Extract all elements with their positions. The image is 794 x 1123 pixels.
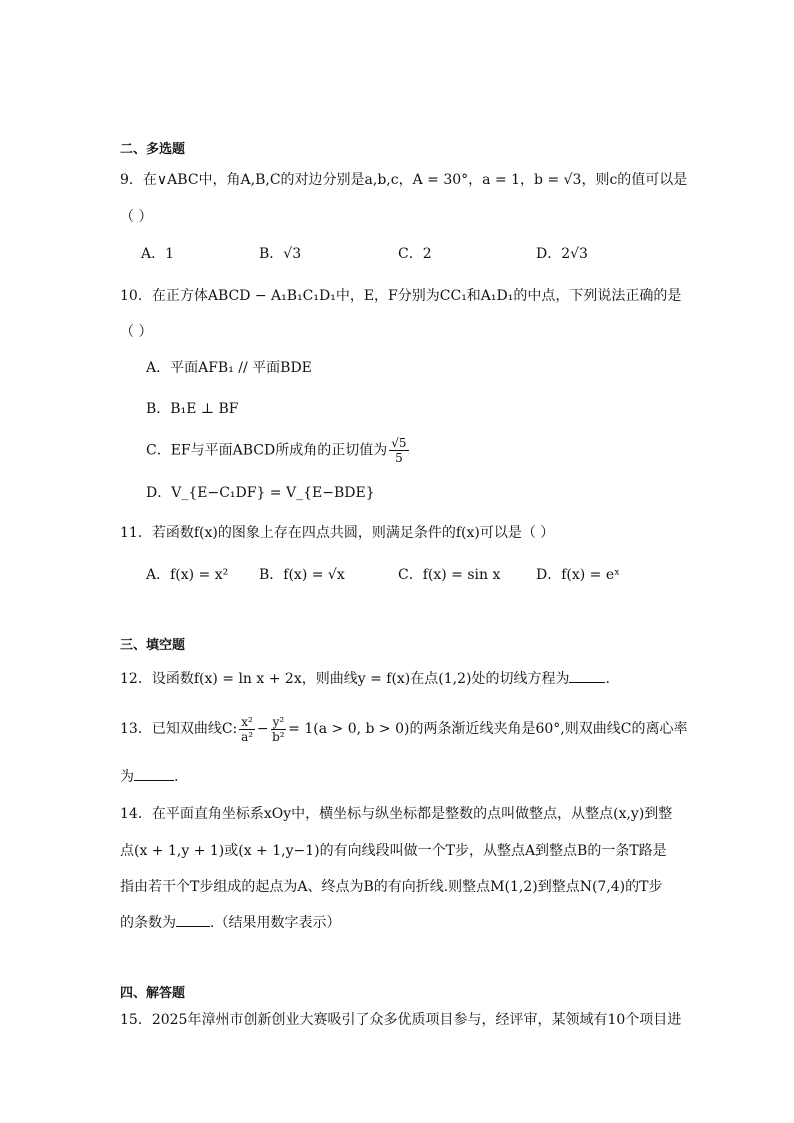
question-12: 12．设函数f(x) = ln x + 2x，则曲线y = f(x)在点(1,2)处的切线方程为 . [120,671,610,687]
section-heading-solution: 四、解答题 [120,986,186,1001]
section-heading-fill-in: 三、填空题 [120,638,186,653]
question-text: 在∨ABC中，角A,B,C的对边分别是a,b,c，A = 30°，a = 1，b = √3，则c的值可以是 [142,172,688,188]
question-number: 10． [120,288,152,304]
option-c: C．f(x) = sin x [398,567,501,583]
answer-parentheses: （ ） [120,209,153,225]
option-d: D．2√3 [536,246,588,262]
question-number: 15． [120,1012,152,1028]
question-text: 在正方体ABCD − A₁B₁C₁D₁中，E，F分别为CC₁和A₁D₁的中点，下列说法正确的是 [151,288,682,304]
question-number: 14． [120,806,152,822]
fraction: $\frac{√5}{5}$ [391,436,407,465]
fraction: $\frac{\text{y²}}{\text{b²}}$ [272,714,285,744]
question-number: 9． [120,172,143,188]
option-d: D．V_{E−C₁DF} = V_{E−BDE} [146,485,375,501]
question-text: 在平面直角坐标系xOy中，横坐标与纵坐标都是整数的点叫做整点，从整点(x,y)到整 [151,806,673,822]
option-d: D．f(x) = eˣ [536,567,621,583]
option-c: C．EF与平面ABCD所成角的正切值为 $\frac{√5}{5}$ [146,436,407,465]
question-text: 若函数f(x)的图象上存在四点共圆，则满足条件的f(x)可以是（ ） [151,525,555,541]
question-13: 13．已知双曲线C: $\frac{\text{x²}}{\text{a²}}$ − $\frac{\text{y²}}{\text{b²}}$ = 1(a > 0, b > 0)的两条渐近线夹角是60°,则双曲线C的离心率 为 . [120,714,688,785]
question-text: 2025年漳州市创新创业大赛吸引了众多优质项目参与，经评审，某领域有10个项目进 [151,1012,682,1028]
question-text: 设函数f(x) = ln x + 2x，则曲线y = f(x)在点(1,2)处的切线方程为 [151,671,570,687]
option-b: B．f(x) = √x [259,567,345,583]
question-number: 11． [120,525,152,541]
section-heading-multiple-choice: 二、多选题 [120,142,186,157]
option-b: B．B₁E ⊥ BF [146,401,239,417]
fraction: $\frac{\text{x²}}{\text{a²}}$ [241,714,254,744]
question-number: 13． [120,721,152,737]
question-text-line: 点(x + 1,y + 1)或(x + 1,y−1)的有向线段叫做一个T步，从整点A到整点B的一条T路是 [120,843,667,859]
option-b: B．√3 [259,246,302,262]
question-14: 14．在平面直角坐标系xOy中，横坐标与纵坐标都是整数的点叫做整点，从整点(x,y)到整 点(x + 1,y + 1)或(x + 1,y−1)的有向线段叫做一个T步，从整点A到整点B的一条T路是 指由若干个T步组成的起点为A、终点为B的有向折线.则整点M(1,2)到整点N(7,4)的T步 的条数为 .（结果用数字表示） [120,806,673,931]
question-text-line: 指由若干个T步组成的起点为A、终点为B的有向折线.则整点M(1,2)到整点N(7,4)的T步 [120,879,663,895]
option-a: A．1 [141,246,175,262]
answer-parentheses: （ ） [120,324,153,340]
question-number: 12． [120,671,152,687]
option-a: A．f(x) = x² [146,567,229,583]
option-c: C．2 [398,246,432,262]
option-a: A．平面AFB₁ // 平面BDE [146,360,312,376]
